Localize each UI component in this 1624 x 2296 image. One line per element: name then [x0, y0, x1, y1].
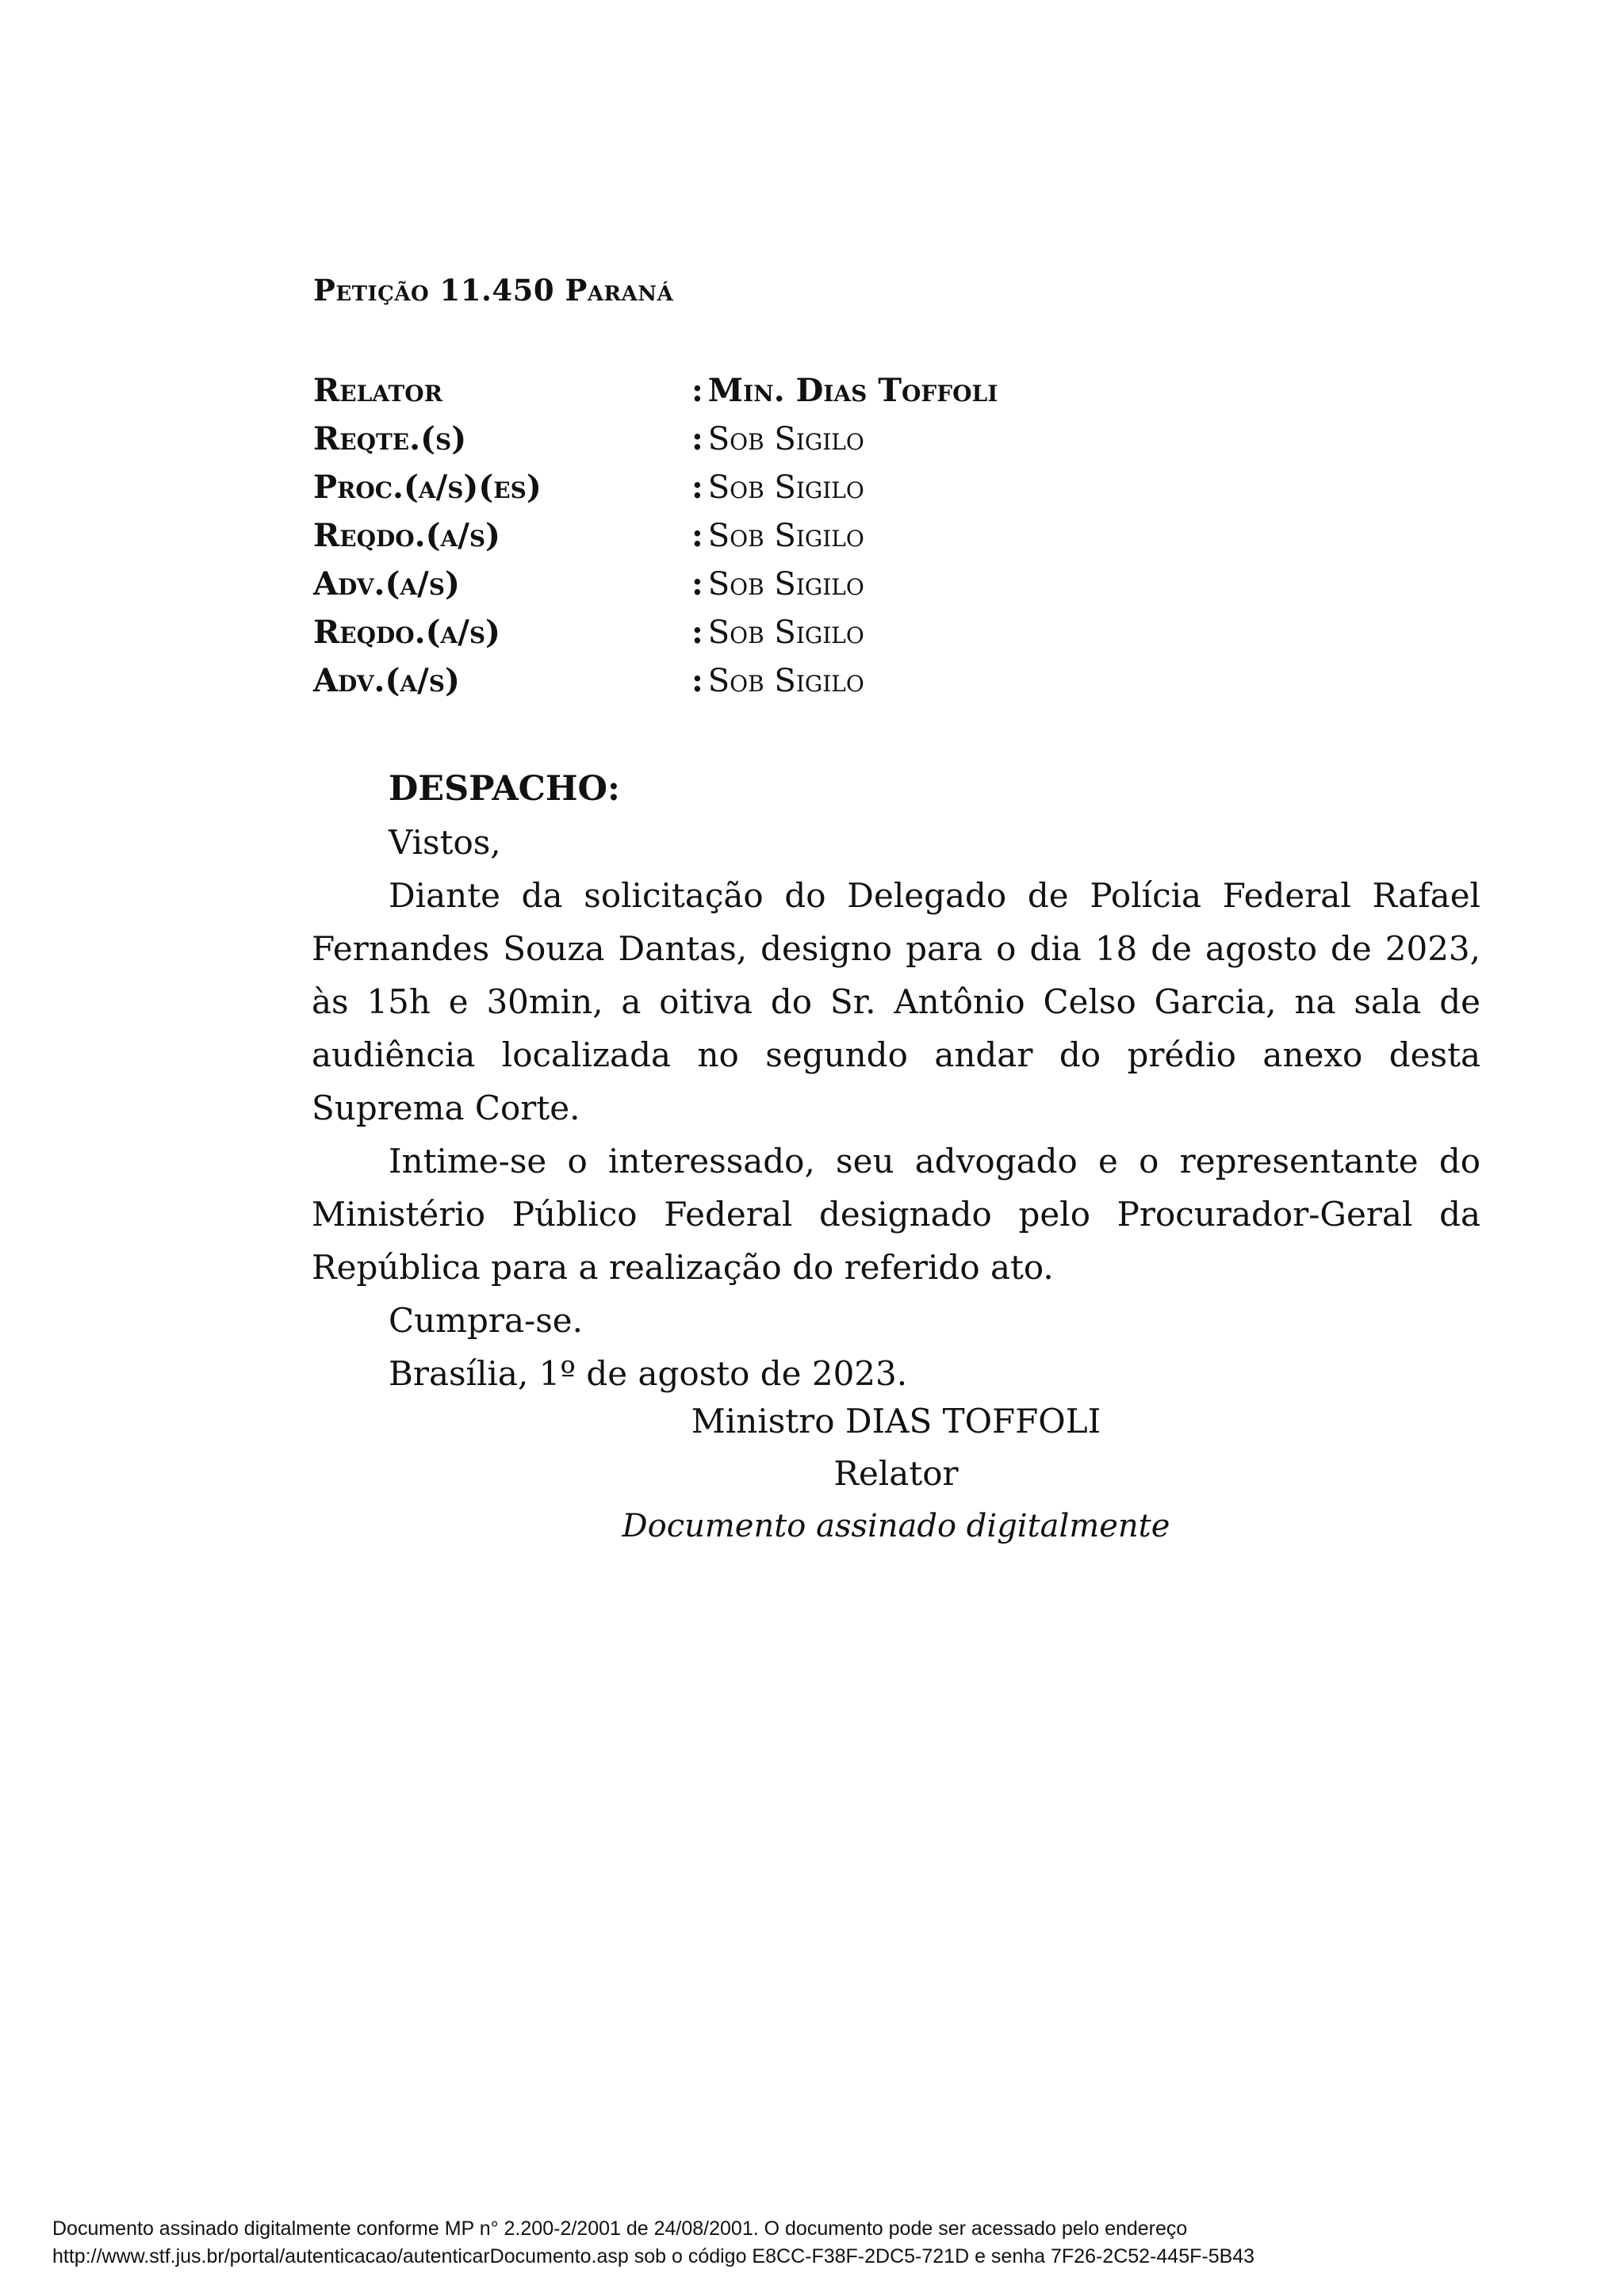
party-colon: : [691, 565, 703, 603]
party-role: Proc.(a/s)(es) [313, 469, 542, 506]
party-name: Sob Sigilo [707, 565, 864, 603]
signer-name: Ministro DIAS TOFFOLI [691, 1402, 1101, 1441]
party-row [313, 415, 998, 463]
party-role: Relator [313, 372, 442, 409]
party-name: Sob Sigilo [707, 614, 864, 651]
party-name: Sob Sigilo [707, 469, 864, 506]
signer-title: Relator [833, 1454, 959, 1493]
party-colon: : [691, 662, 703, 699]
party-colon: : [691, 469, 703, 506]
signature-block [619, 1395, 1174, 1552]
party-row [313, 608, 998, 656]
digital-signature-note: Documento assinado digitalmente [622, 1508, 1170, 1544]
parties-list [313, 366, 998, 705]
party-colon: : [691, 420, 703, 457]
footer-line-1: Documento assinado digitalmente conforme MP n° 2.200-2/2001 de 24/08/2001. O documento pode ser acessado pelo endereço [52, 2218, 1188, 2240]
order-body [312, 763, 1480, 1400]
party-row [313, 366, 998, 415]
party-name: Min. Dias Toffoli [707, 372, 998, 409]
party-role: Reqte.(s) [313, 420, 467, 457]
party-role: Reqdo.(a/s) [313, 614, 500, 651]
order-heading: DESPACHO: [389, 769, 620, 809]
party-colon: : [691, 614, 703, 651]
authentication-footer [52, 2215, 1254, 2271]
paragraph-notification: Intime-se o interessado, seu advogado e o representante do Ministério Público Federal designado pelo Procurador-Geral da República para a realização do referido ato. [312, 1142, 1480, 1287]
party-row [313, 463, 998, 511]
party-name: Sob Sigilo [707, 420, 864, 457]
paragraph-comply: Cumpra-se. [389, 1301, 583, 1340]
party-role: Adv.(a/s) [313, 662, 460, 699]
party-colon: : [691, 517, 703, 554]
party-role: Reqdo.(a/s) [313, 517, 500, 554]
paragraph-date-place: Brasília, 1º de agosto de 2023. [389, 1354, 908, 1393]
footer-line-2: http://www.stf.jus.br/portal/autenticacao/autenticarDocumento.asp sob o código E8CC-F38F-2DC5-721D e senha 7F26-2C52-445F-5B43 [52, 2245, 1255, 2267]
party-row [313, 560, 998, 608]
party-row [313, 656, 998, 705]
paragraph-greeting: Vistos, [389, 823, 501, 862]
case-caption: Petição 11.450 Paraná [313, 273, 674, 308]
paragraph-request: Diante da solicitação do Delegado de Polícia Federal Rafael Fernandes Souza Dantas, designo para o dia 18 de agosto de 2023, às 15h e 30min, a oitiva do Sr. Antônio Celso Garcia, na sala de audiência localizada no segundo andar do prédio anexo desta Suprema Corte. [312, 876, 1480, 1127]
party-row [313, 511, 998, 560]
party-role: Adv.(a/s) [313, 565, 460, 603]
party-name: Sob Sigilo [707, 662, 864, 699]
party-colon: : [691, 372, 703, 409]
party-name: Sob Sigilo [707, 517, 864, 554]
